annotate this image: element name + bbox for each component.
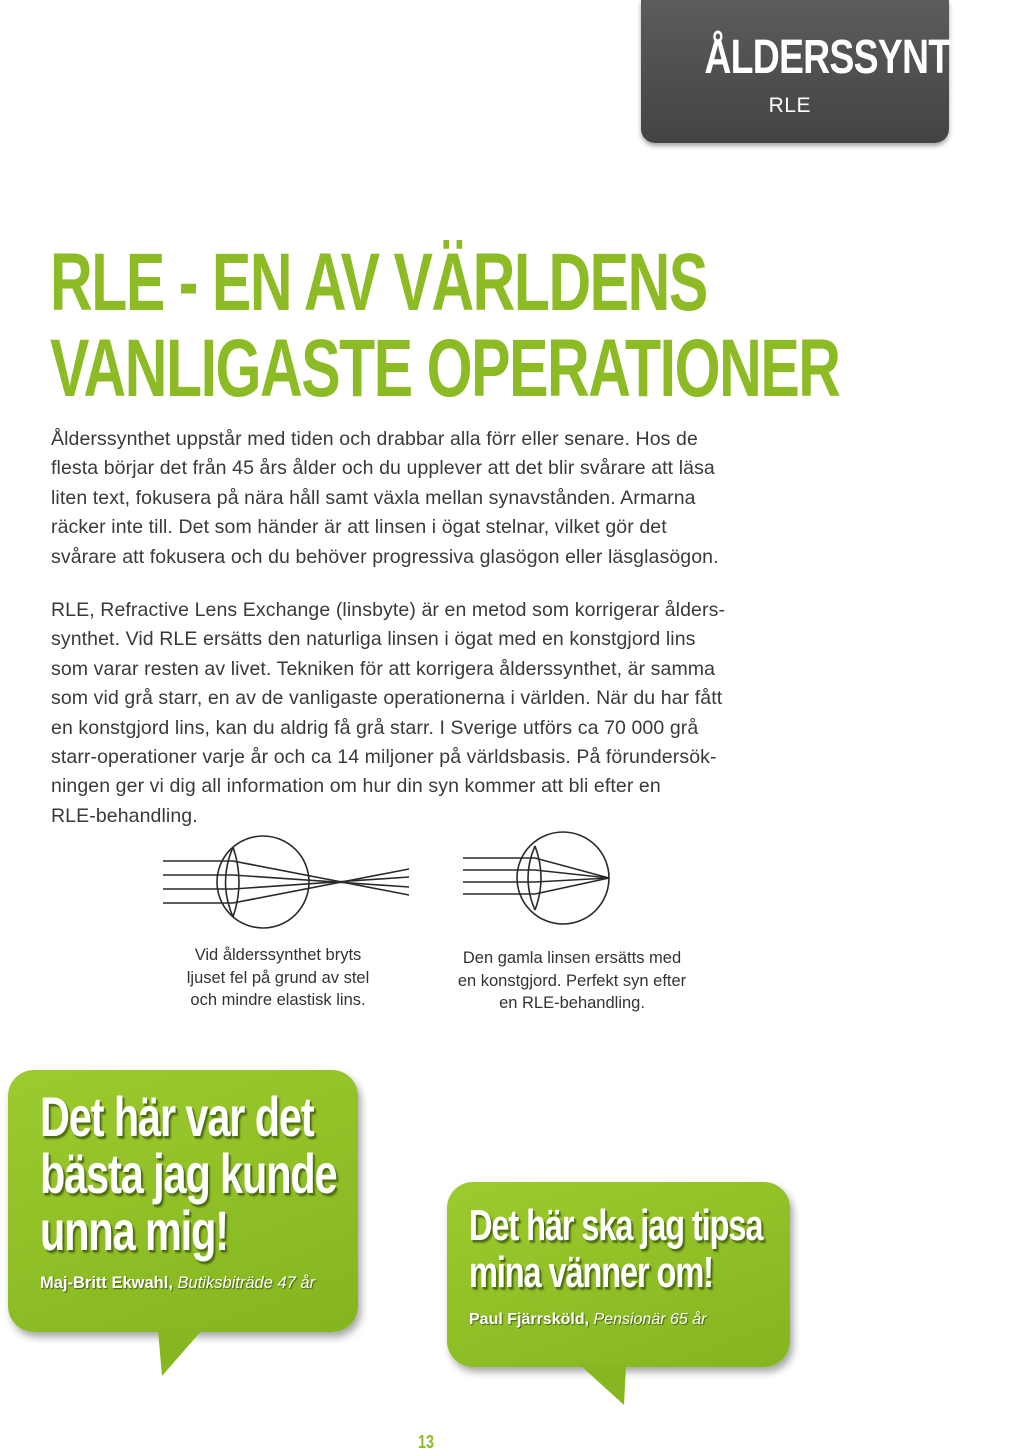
caption-presbyopia [168,944,388,1012]
lens-back [535,846,541,910]
paragraph-line: svårare att fokusera och du behöver progressiva glasögon eller läsglasögon. [51,545,719,568]
lens-front [226,847,234,917]
page-number: 13 [418,1432,435,1452]
section-subtitle: RLE [768,94,811,117]
testimonial-bubble-2 [447,1182,790,1367]
testimonial-quote [40,1085,337,1262]
paragraph-line: flesta börjar det från 45 års ålder och du upplever att det blir svårare att läsa [51,457,715,480]
paragraph-line: som varar resten av livet. Tekniken för att korrigera ålderssynthet, är samma [51,657,716,680]
testimonial-bubble-1 [8,1070,358,1332]
caption-line: Den gamla linsen ersätts med [462,949,682,967]
quote-line: Det här var det [40,1085,314,1148]
caption-line: och mindre elastisk lins. [190,991,366,1009]
testimonial-role: Pensionär 65 år [593,1311,707,1328]
paragraph-line: en konstgjord lins, kan du aldrig få grå starr. I Sverige utförs ca 70 000 grå [51,716,699,739]
caption-line: Vid ålderssynthet bryts [194,946,362,964]
paragraph-line: RLE-behandling. [51,804,198,827]
quote-line: mina vänner om! [469,1248,713,1297]
testimonial-attribution [469,1311,706,1329]
lens-front [528,846,535,910]
quote-line: unna mig! [40,1199,228,1262]
eye-diagram-presbyopia [163,833,409,933]
testimonial-attribution [40,1274,315,1293]
caption-line: ljuset fel på grund av stel [186,968,370,987]
paragraph-line: ningen ger vi dig all information om hur din syn kommer att bli efter en [51,775,661,798]
paragraph-line: liten text, fokusera på nära håll samt växla mellan synavstånden. Armarna [51,486,696,509]
caption-rle [442,947,702,1015]
paragraph-line: Ålderssynthet uppstår med tiden och drabbar alla förr eller senare. Hos de [51,428,698,450]
section-tab [641,0,1023,143]
rle-paragraph [51,596,781,831]
testimonial-name: Paul Fjärrsköld, [469,1311,590,1328]
paragraph-line: som vid grå starr, en av de vanligaste operationerna i världen. När du har fått [51,687,723,710]
testimonial-name: Maj-Britt Ekwahl, [40,1274,173,1292]
caption-line: en RLE-behandling. [499,994,645,1012]
testimonial-quote [469,1202,762,1296]
eye-diagram-rle [463,828,653,928]
quote-line: bästa jag kunde [40,1142,337,1205]
headline-line-1: RLE - EN AV VÄRLDENS [50,237,707,328]
section-title: ÅLDERSSYNTHET [704,31,1023,84]
testimonial-role: Butiksbiträde 47 år [177,1274,316,1292]
page-headline [50,237,840,414]
eyeball-outline [217,836,309,928]
bubble-tail-2 [580,1365,630,1409]
headline-line-2: VANLIGASTE OPERATIONER [50,323,840,414]
lens-back [233,847,239,917]
paragraph-line: räcker inte till. Det som händer är att linsen i ögat stelnar, vilket gör det [51,516,667,539]
paragraph-line: synthet. Vid RLE ersätts den naturliga linsen i ögat med en konstgjord lins [51,628,696,651]
quote-line: Det här ska jag tipsa [469,1201,763,1250]
paragraph-line: starr-operationer varje år och ca 14 miljoner på världsbasis. På förundersök- [51,746,717,769]
caption-line: en konstgjord. Perfekt syn efter [457,971,687,990]
paragraph-line: RLE, Refractive Lens Exchange (linsbyte) är en metod som korrigerar ålders- [51,599,726,621]
bubble-tail-1 [158,1330,208,1382]
intro-paragraph [51,425,781,572]
